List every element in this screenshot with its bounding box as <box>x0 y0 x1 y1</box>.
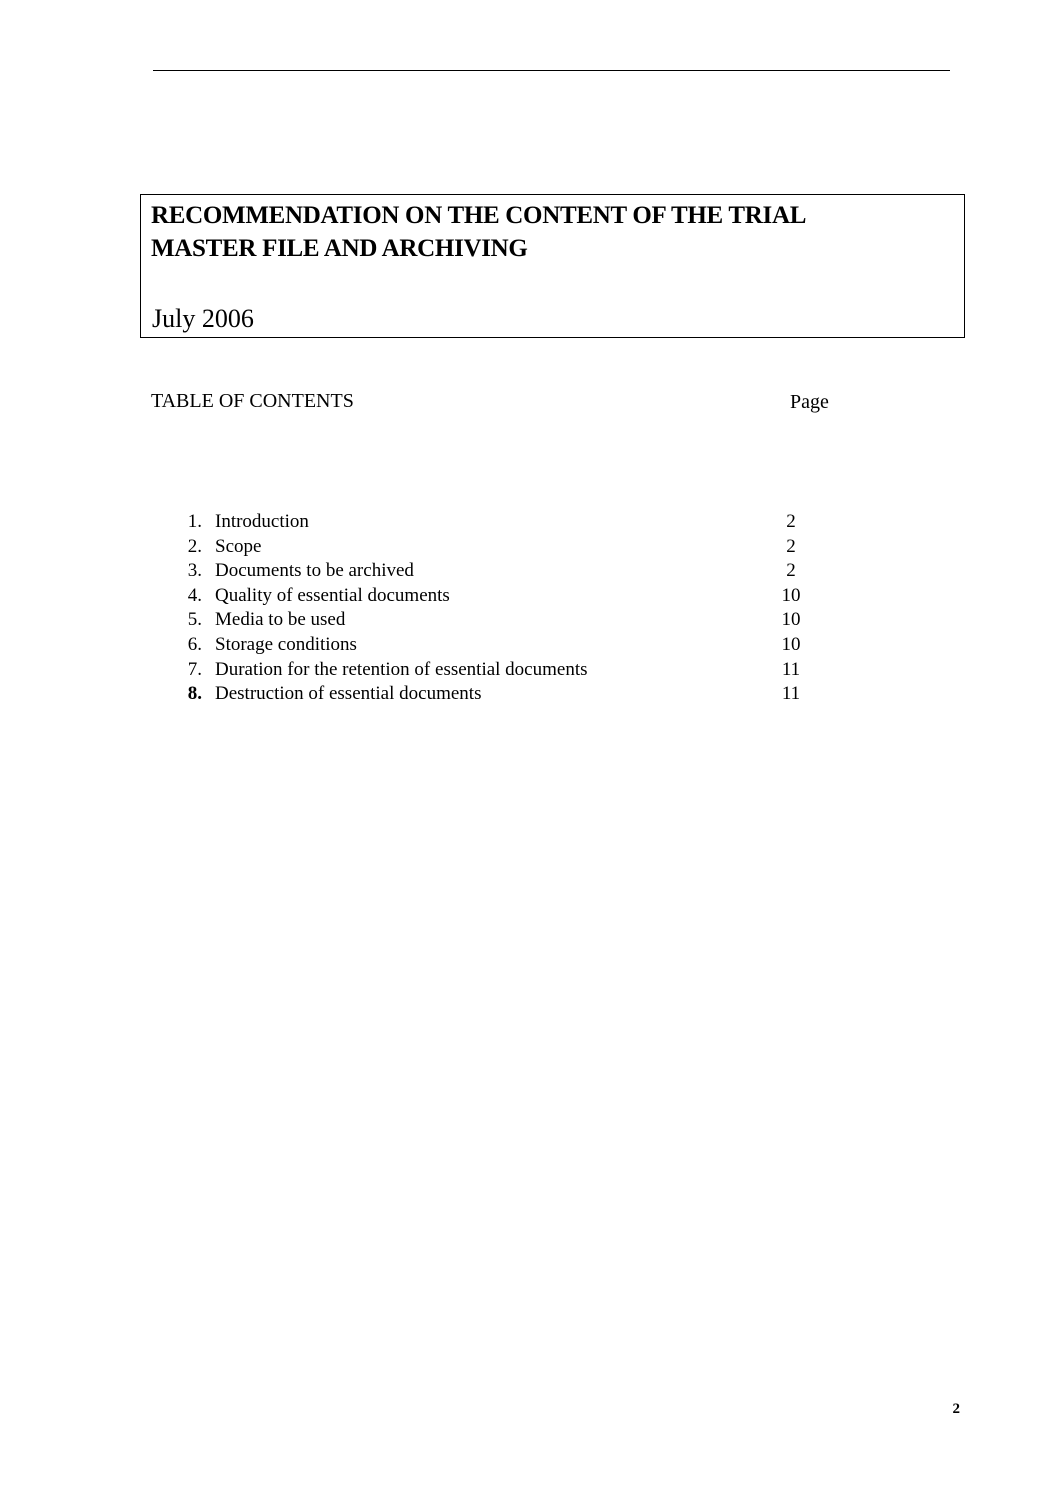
toc-entry-title: Media to be used <box>215 609 346 631</box>
toc-entry-title: Duration for the retention of essential documents <box>215 658 588 680</box>
toc-entry-page: 2 <box>786 511 796 532</box>
toc-entry-scope[interactable] <box>170 535 830 560</box>
toc-entry-number: 4. <box>187 584 202 606</box>
toc-entry-page: 10 <box>781 633 801 655</box>
document-title-line: RECOMMENDATION ON THE CONTENT OF THE TRIAL <box>151 202 807 229</box>
toc-entry-introduction[interactable] <box>170 510 830 535</box>
toc-entry-number: 1. <box>187 511 202 532</box>
toc-entry-documents-to-be-archived[interactable] <box>170 559 830 584</box>
footer-page-number: 2 <box>952 1401 960 1417</box>
document-date: July 2006 <box>152 304 254 333</box>
title-box <box>140 194 965 338</box>
toc-entry-title: Destruction of essential documents <box>215 683 482 705</box>
toc-entry-title: Documents to be archived <box>215 560 414 582</box>
toc-entry-number: 3. <box>187 560 202 582</box>
toc-heading: TABLE OF CONTENTS <box>151 390 354 412</box>
document-title <box>151 199 951 265</box>
toc-entry-duration-for-retention[interactable] <box>170 658 830 683</box>
toc-entry-page: 2 <box>786 560 796 582</box>
header-rule <box>153 70 950 71</box>
toc-entry-page: 11 <box>781 658 801 680</box>
toc-entry-page: 10 <box>781 584 801 606</box>
toc-entry-number: 5. <box>187 609 202 631</box>
toc-list <box>170 510 830 707</box>
toc-entry-title: Scope <box>215 535 262 557</box>
toc-entry-page: 11 <box>781 683 801 705</box>
toc-entry-storage-conditions[interactable] <box>170 633 830 658</box>
toc-entry-quality-of-essential-documents[interactable] <box>170 584 830 609</box>
toc-entry-page: 10 <box>781 609 801 631</box>
toc-entry-title: Quality of essential documents <box>215 584 450 606</box>
toc-entry-title: Storage conditions <box>215 633 357 655</box>
toc-entry-media-to-be-used[interactable] <box>170 608 830 633</box>
toc-entry-page: 2 <box>786 535 796 557</box>
toc-entry-number: 6. <box>187 633 202 655</box>
toc-entry-number: 2. <box>187 535 202 557</box>
toc-entry-number: 8. <box>187 683 202 705</box>
toc-page-column-heading: Page <box>790 391 829 413</box>
toc-entry-title: Introduction <box>215 511 309 532</box>
toc-entry-destruction-of-essential-documents[interactable] <box>170 682 830 707</box>
toc-entry-number: 7. <box>187 658 202 680</box>
document-title-line: MASTER FILE AND ARCHIVING <box>151 235 528 262</box>
